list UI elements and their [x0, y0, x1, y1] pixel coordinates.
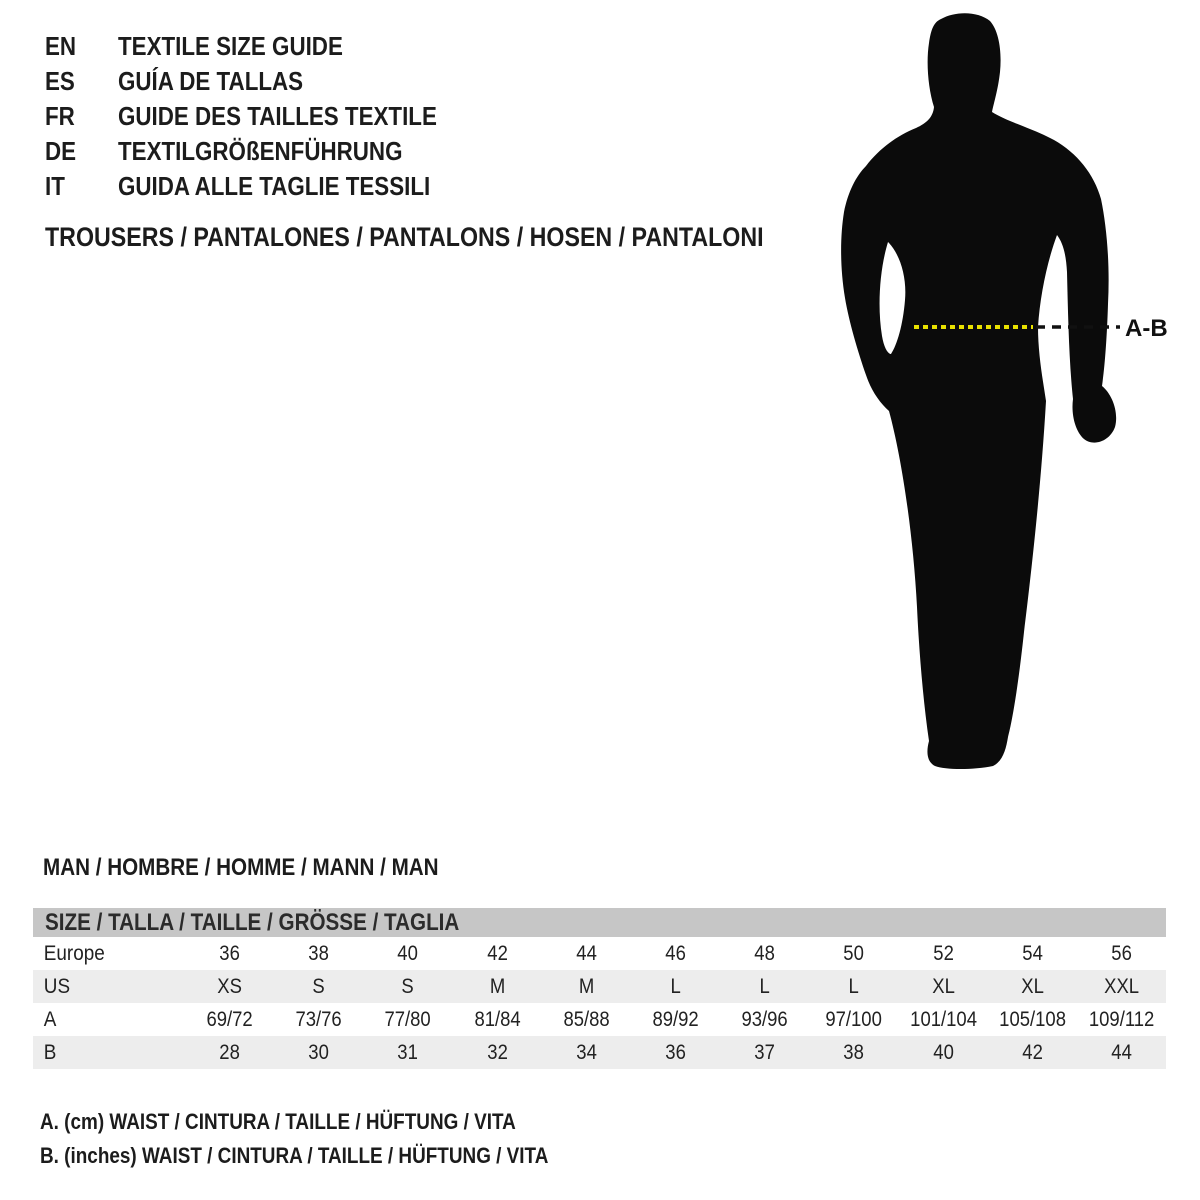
- size-value: 38: [843, 1041, 865, 1064]
- language-guide-block: [45, 29, 489, 204]
- size-value: S: [312, 975, 325, 998]
- size-value: 36: [219, 942, 240, 965]
- language-row-en: [45, 29, 489, 64]
- size-value: 40: [397, 942, 419, 965]
- size-value: 44: [576, 942, 597, 965]
- size-value: 40: [932, 1041, 954, 1064]
- size-value: 30: [308, 1041, 330, 1064]
- row-label: A: [43, 1008, 57, 1031]
- size-table-header: SIZE / TALLA / TAILLE / GRÖSSE / TAGLIA: [33, 908, 1166, 937]
- size-value: 50: [843, 942, 865, 965]
- row-label: US: [43, 975, 71, 998]
- size-value: 77/80: [384, 1008, 432, 1031]
- size-value: 89/92: [652, 1008, 699, 1031]
- row-label: B: [43, 1041, 57, 1064]
- table-row-us: [33, 970, 1166, 1003]
- table-row-b-inches: [33, 1036, 1166, 1069]
- size-value: 69/72: [206, 1008, 253, 1031]
- size-value: 42: [486, 942, 508, 965]
- size-value: L: [848, 975, 860, 998]
- category-title: TROUSERS / PANTALONES / PANTALONS / HOSEN / PANTALONI: [45, 222, 764, 252]
- language-row-de: [45, 134, 489, 169]
- size-value: 42: [1021, 1041, 1043, 1064]
- language-row-es: [45, 64, 489, 99]
- size-value: M: [489, 975, 505, 998]
- size-value: 73/76: [295, 1008, 342, 1031]
- language-guide-title: GUIDA ALLE TAGLIE TESSILI: [118, 171, 431, 201]
- size-value: XL: [931, 975, 955, 998]
- footnote-a: A. (cm) WAIST / CINTURA / TAILLE / HÜFTUNG / VITA: [40, 1109, 516, 1134]
- language-code: FR: [45, 101, 75, 131]
- size-value: 36: [665, 1041, 686, 1064]
- man-silhouette-figure: [820, 0, 1180, 800]
- size-value: 48: [754, 942, 775, 965]
- size-value: 54: [1021, 942, 1043, 965]
- size-value: 38: [308, 942, 330, 965]
- size-value: 46: [665, 942, 686, 965]
- size-value: XL: [1020, 975, 1044, 998]
- language-code: DE: [45, 136, 77, 166]
- table-row-a-cm: [33, 1003, 1166, 1036]
- size-value: 44: [1111, 1041, 1132, 1064]
- section-title: MAN / HOMBRE / HOMME / MANN / MAN: [43, 854, 439, 881]
- size-value: 97/100: [825, 1008, 883, 1031]
- size-value: 52: [932, 942, 954, 965]
- size-table: [33, 908, 1166, 1069]
- size-value: L: [759, 975, 770, 998]
- row-label: Europe: [43, 942, 105, 965]
- man-silhouette: [841, 13, 1116, 769]
- size-value: XXL: [1103, 975, 1139, 998]
- size-value: 93/96: [741, 1008, 788, 1031]
- table-row-europe: [33, 937, 1166, 970]
- language-code: EN: [45, 31, 77, 61]
- footnote-b: B. (inches) WAIST / CINTURA / TAILLE / HÜFTUNG / VITA: [40, 1143, 549, 1168]
- size-value: 101/104: [909, 1008, 977, 1031]
- size-value: 34: [576, 1041, 597, 1064]
- measure-label: A-B: [1125, 315, 1168, 342]
- size-value: 85/88: [563, 1008, 610, 1031]
- language-guide-title: GUIDE DES TAILLES TEXTILE: [118, 101, 437, 131]
- size-value: S: [401, 975, 415, 998]
- size-value: 31: [397, 1041, 419, 1064]
- size-value: 109/112: [1088, 1008, 1155, 1031]
- size-value: 81/84: [474, 1008, 521, 1031]
- size-value: M: [578, 975, 595, 998]
- language-guide-title: TEXTILGRÖßENFÜHRUNG: [118, 136, 403, 166]
- language-guide-title: GUÍA DE TALLAS: [118, 66, 304, 96]
- size-value: 37: [754, 1041, 775, 1064]
- size-value: 32: [486, 1041, 508, 1064]
- size-value: L: [670, 975, 681, 998]
- language-code: IT: [45, 171, 65, 201]
- language-row-fr: [45, 99, 489, 134]
- language-guide-title: TEXTILE SIZE GUIDE: [118, 31, 343, 61]
- size-value: XS: [217, 975, 242, 998]
- footnotes: [40, 1105, 631, 1173]
- size-value: 28: [219, 1041, 240, 1064]
- language-code: ES: [45, 66, 75, 96]
- size-value: 56: [1111, 942, 1132, 965]
- language-row-it: [45, 169, 489, 204]
- size-value: 105/108: [998, 1008, 1066, 1031]
